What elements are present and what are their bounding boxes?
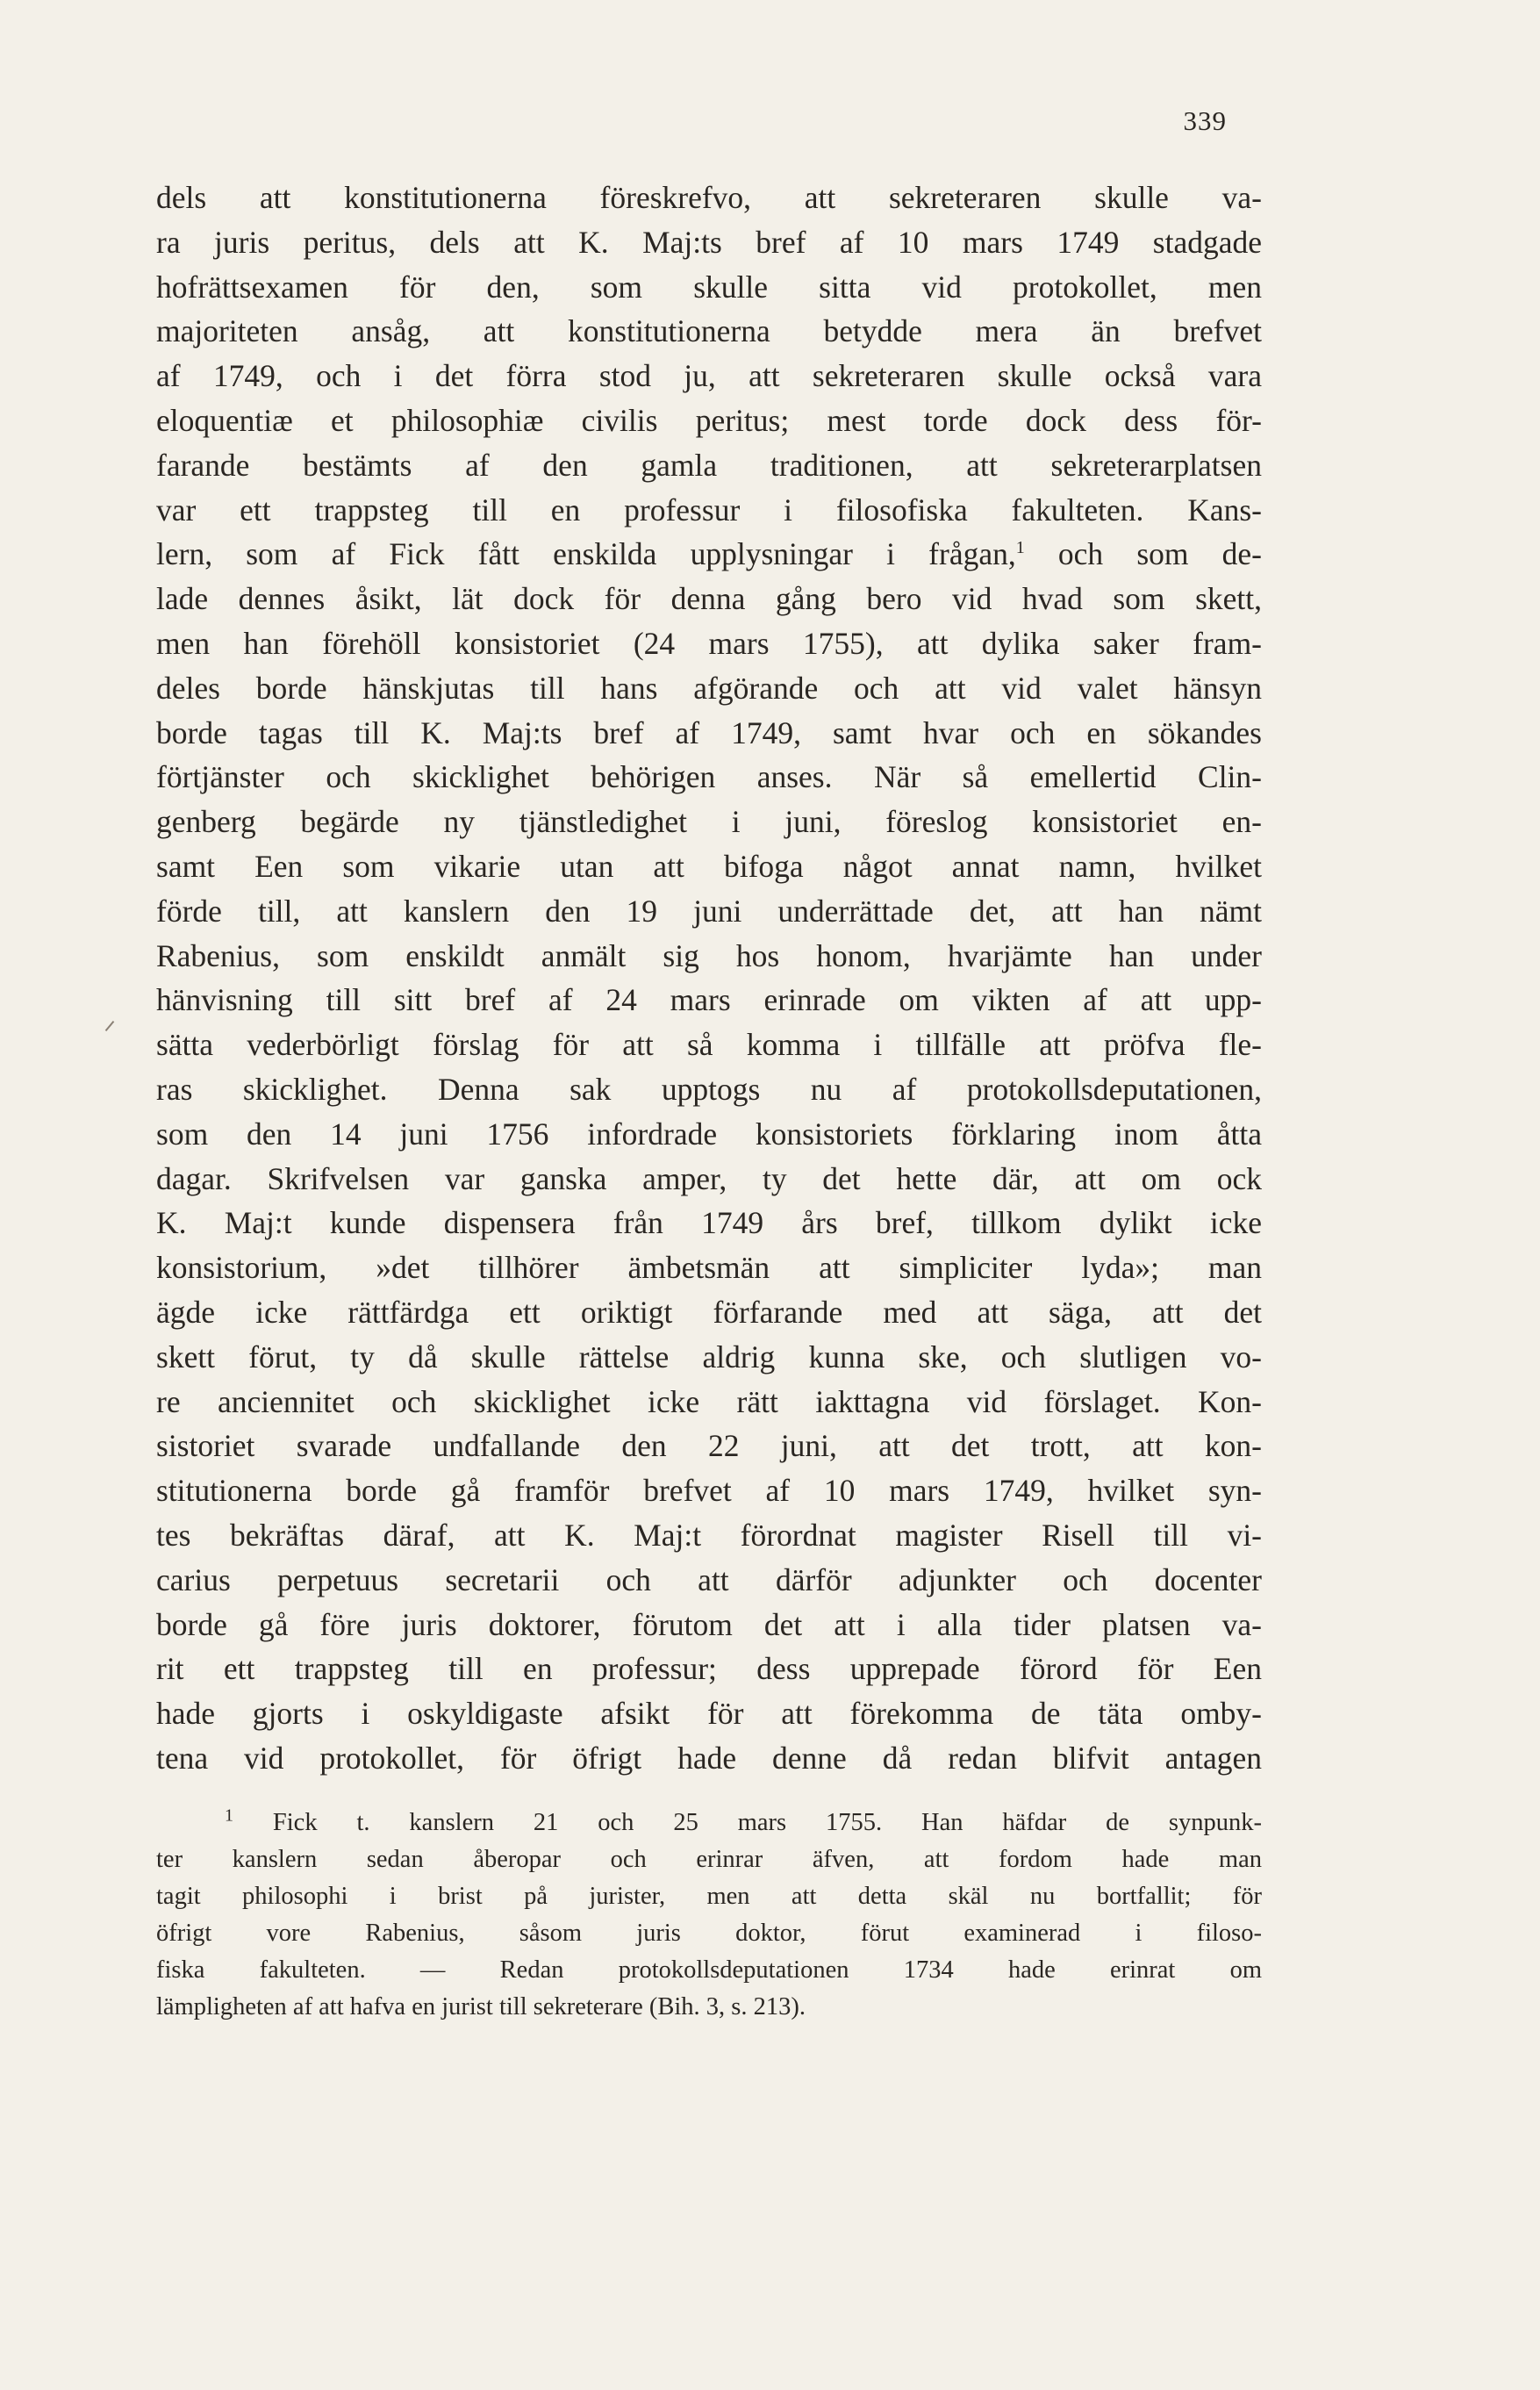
body-line: förde till, att kanslern den 19 juni underrättade det, att han nämt [156, 893, 1262, 929]
margin-mark [105, 1021, 115, 1031]
footnote-reference: 1 [1015, 538, 1025, 558]
body-line: samt Een som vikarie utan att bifoga något annat namn, hvilket [156, 848, 1262, 884]
body-line: sätta vederbörligt förslag för att så komma i tillfälle att pröfva fle- [156, 1027, 1262, 1063]
body-line: men han förehöll konsistoriet (24 mars 1755), att dylika saker fram- [156, 625, 1262, 661]
footnote-line: ter kanslern sedan åberopar och erinrar äfven, att fordom hade man [156, 1846, 1262, 1873]
body-line: som den 14 juni 1756 infordrade konsistoriets förklaring inom åtta [156, 1116, 1262, 1152]
body-line: hänvisning till sitt bref af 24 mars erinrade om vikten af att upp- [156, 982, 1262, 1018]
body-line: Rabenius, som enskildt anmält sig hos honom, hvarjämte han under [156, 937, 1262, 973]
body-line-text: lern, som af Fick fått enskilda upplysningar i frågan, [156, 536, 1016, 572]
body-line: konsistorium, »det tillhörer ämbetsmän att simpliciter lyda»; man [156, 1250, 1262, 1286]
footnote-text: Fick t. kanslern 21 och 25 mars 1755. Han häfdar de synpunk- [272, 1809, 1262, 1836]
body-line-with-footnote-ref [156, 532, 1262, 577]
body-line: ägde icke rättfärdga ett oriktigt förfarande med att säga, att det [156, 1294, 1262, 1330]
body-line: förtjänster och skicklighet behörigen anses. När så emellertid Clin- [156, 759, 1262, 795]
body-line: lade dennes åsikt, lät dock för denna gång bero vid hvad som skett, [156, 581, 1262, 617]
body-line: genberg begärde ny tjänstledighet i juni, föreslog konsistoriet en- [156, 804, 1262, 840]
body-line: af 1749, och i det förra stod ju, att sekreteraren skulle också vara [156, 358, 1262, 394]
body-line: farande bestämts af den gamla traditionen, att sekreterarplatsen [156, 447, 1262, 483]
body-line: ra juris peritus, dels att K. Maj:ts bref af 10 mars 1749 stadgade [156, 224, 1262, 260]
body-line: borde tagas till K. Maj:ts bref af 1749, samt hvar och en sökandes [156, 714, 1262, 750]
body-line: stitutionerna borde gå framför brefvet af 10 mars 1749, hvilket syn- [156, 1473, 1262, 1509]
body-line: hofrättsexamen för den, som skulle sitta vid protokollet, men [156, 269, 1262, 305]
footnote-marker: 1 [225, 1805, 233, 1826]
body-line: hade gjorts i oskyldigaste afsikt för att förekomma de täta omby- [156, 1696, 1262, 1732]
body-line: skett förut, ty då skulle rättelse aldrig kunna ske, och slutligen vo- [156, 1339, 1262, 1374]
body-line: re anciennitet och skicklighet icke rätt iakttagna vid förslaget. Kon- [156, 1383, 1262, 1419]
body-line-text: och som de- [1024, 536, 1263, 572]
footnote [156, 1805, 1262, 2026]
footnote-line: fiska fakulteten. — Redan protokollsdeputationen 1734 hade erinrat om [156, 1956, 1262, 1984]
body-line: deles borde hänskjutas till hans afgörande och att vid valet hänsyn [156, 670, 1262, 706]
body-line: K. Maj:t kunde dispensera från 1749 års bref, tillkom dylikt icke [156, 1205, 1262, 1241]
body-line: dagar. Skrifvelsen var ganska amper, ty det hette där, att om ock [156, 1160, 1262, 1196]
body-line: eloquentiæ et philosophiæ civilis peritus; mest torde dock dess för- [156, 402, 1262, 438]
footnote-line: lämpligheten af att hafva en jurist till sekreterare (Bih. 3, s. 213). [156, 1993, 806, 2020]
body-line: dels att konstitutionerna föreskrefvo, att sekreteraren skulle va- [156, 180, 1262, 215]
body-line: borde gå före juris doktorer, förutom det att i alla tider platsen va- [156, 1606, 1262, 1642]
body-line: tes bekräftas däraf, att K. Maj:t förordnat magister Risell till vi- [156, 1517, 1262, 1553]
body-text [156, 176, 1262, 1781]
body-line: var ett trappsteg till en professur i filosofiska fakulteten. Kans- [156, 492, 1262, 528]
body-line: sistoriet svarade undfallande den 22 juni, att det trott, att kon- [156, 1428, 1262, 1464]
body-line: carius perpetuus secretarii och att därför adjunkter och docenter [156, 1561, 1262, 1597]
page-number: 339 [1183, 105, 1227, 136]
body-line: ras skicklighet. Denna sak upptogs nu af protokollsdeputationen, [156, 1071, 1262, 1107]
footnote-line: tagit philosophi i brist på jurister, men att detta skäl nu bortfallit; för [156, 1883, 1262, 1910]
body-line: rit ett trappsteg till en professur; dess upprepade förord för Een [156, 1651, 1262, 1687]
footnote-line: öfrigt vore Rabenius, såsom juris doktor, förut examinerad i filoso- [156, 1920, 1262, 1947]
footnote-line [156, 1805, 1262, 1841]
body-line: majoriteten ansåg, att konstitutionerna betydde mera än brefvet [156, 313, 1262, 349]
body-line: tena vid protokollet, för öfrigt hade denne då redan blifvit antagen [156, 1740, 1262, 1776]
